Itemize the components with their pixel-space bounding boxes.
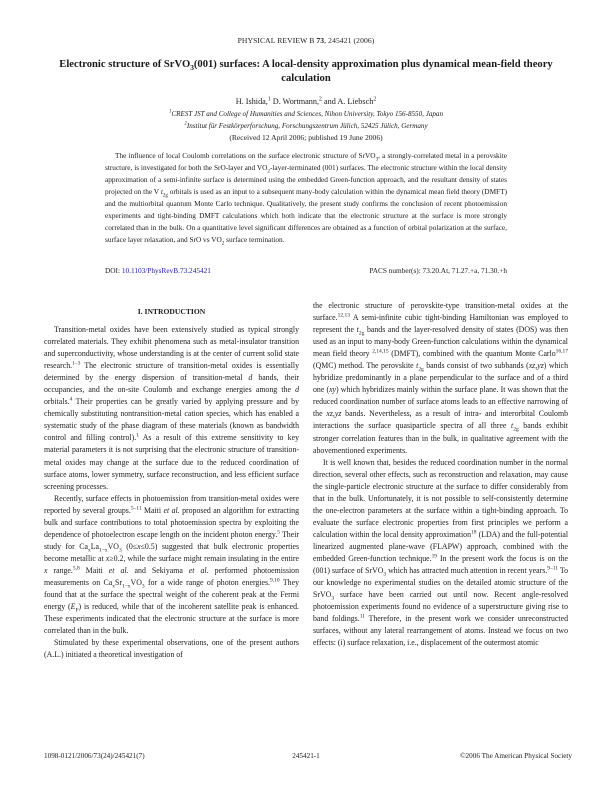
citation: 1–3: [72, 360, 81, 367]
text: bands. Nevertheless, as a result of intra- and interorbital Coulomb interactions the surface quasiparticle spectra of all three: [313, 409, 568, 431]
citation: 9–11: [547, 565, 558, 572]
citation: 5: [277, 529, 281, 536]
footer-issn: 1098-0121/2006/73(24)/245421(7): [44, 752, 145, 760]
italic-symbol: xz: [528, 361, 536, 371]
citation: 2,14,15: [372, 348, 389, 355]
title-text-continued: (001) surfaces: A local-density approximation plus dynamical mean-field theory calculation: [193, 59, 553, 84]
subscript: 2g: [162, 192, 168, 199]
doi-pacs-row: [105, 266, 507, 275]
article-number-year: , 245421 (2006): [324, 36, 375, 45]
citation: 12,13: [337, 312, 350, 319]
text: ) is reduced, while that of the incoherent satellite peak is enhanced. These experiments indicated that the electronic structure at the surface is more correlated than in the bulk.: [44, 602, 299, 636]
intro-paragraph-2: [44, 493, 299, 638]
abstract: [105, 150, 507, 246]
journal-name: PHYSICAL REVIEW B: [237, 36, 315, 45]
italic-symbol: d: [295, 385, 299, 395]
abstract-text: The influence of local Coulomb correlations on the surface electronic structure of SrVO: [115, 151, 376, 160]
text: bands exhibit stronger correlation features than in the bulk, in qualitative agreement with the abovementioned experiments.: [313, 421, 568, 455]
text: and Sekiyama: [128, 565, 189, 575]
author-affiliation-marker: 2: [319, 96, 322, 103]
text: Their properties can be greatly varied by applying pressure and by chemically substituting nontransition-metal cation species, which has enabled a systematic study of the phase diagram of these materials (known as bandwidth control and filling control).: [44, 397, 299, 443]
italic-text: et al.: [108, 565, 129, 575]
text: Maiti: [79, 565, 109, 575]
text: surface have been carried out until now. Recent angle-resolved photoemission experiments found no evidence of a superstructure giving rise to band foldings.: [313, 590, 568, 624]
italic-symbol: x: [105, 553, 110, 563]
text: Sr: [114, 577, 122, 587]
right-column: [313, 300, 568, 649]
text: Their study for Ca: [44, 529, 299, 551]
affiliation-number: 2: [184, 121, 187, 127]
abstract-text: -layer-terminated (001) surfaces. The electronic structure within the local density approximation of a semi-infinite surface is determined using the embedded Green-function approach, and the resultant density of states projected on the V: [105, 163, 507, 196]
text: Transition-metal oxides have been extensively studied as typical strongly correlated materials. They exhibit phenomena such as metal-insulator transition and superconductivity, whose understanding is at the center of current solid state research.: [44, 325, 299, 371]
italic-symbol: xz: [326, 409, 333, 419]
subscript: 2g: [358, 330, 365, 337]
text: Maiti: [141, 505, 164, 515]
text: In the present work the focus is on the (001) surface of SrVO: [313, 553, 568, 576]
received-dates: (Received 12 April 2006; published 19 June 2006): [229, 133, 383, 142]
doi-label: DOI:: [105, 266, 122, 275]
pacs-numbers: PACS number(s): 73.20.At, 71.27.+a, 71.30.+h: [369, 266, 507, 275]
text: To our knowledge no experimental studies on the detailed atomic structure of the SrVO: [313, 566, 568, 600]
affiliation-text: CREST JST and College of Humanities and Sciences, Nihon University, Tokyo 156-8550, Japan: [171, 110, 444, 118]
subscript: x: [112, 583, 115, 590]
text: (0≤: [121, 541, 138, 551]
citation: 11: [359, 613, 365, 620]
italic-symbol: x: [137, 541, 141, 551]
subscript: 3: [118, 547, 122, 554]
text: which has attracted much attention in recent years.: [386, 566, 548, 576]
text: ≤0.5) suggested that bulk electronic properties become metallic at: [44, 541, 300, 563]
italic-text: et al.: [163, 505, 180, 515]
paper-title: [40, 58, 572, 86]
doi-link[interactable]: 10.1103/PhysRevB.73.245421: [121, 266, 211, 275]
author: H. Ishida,: [235, 97, 268, 106]
italic-symbol: yz: [537, 361, 544, 371]
author: D. Wortmann,: [270, 97, 320, 106]
text: (LDA) and the full-potential linearized augmented plane-wave (FLAPW) approach, combined with the embedded Green-function technique.: [313, 529, 568, 563]
subscript: 3: [375, 156, 379, 163]
author-affiliation-marker: 2: [373, 96, 377, 103]
subscript: 2g: [418, 366, 424, 373]
subscript: 2: [267, 168, 270, 175]
text: the electronic structure of perovskite-type transition-metal oxides at the surface.: [313, 301, 568, 323]
subscript: 3: [383, 571, 387, 578]
abstract-text: orbitals is used as an input to a subsequent many-body calculation within the dynamical mean field theory (DMFT) and the multiorbital quantum Monte Carlo technique. Qualitatively, the present study confirms the conclusion of recent photoemission experiments and tight-binding DMFT calculations which both indicate that the electronic structure at the surface is more strongly correlated than in the bulk. On a quantitative level significant differences are obtained as a function of orbital polarization at the surface, surface layer relaxation, and SrO vs VO: [105, 187, 507, 244]
running-head: [0, 36, 612, 45]
italic-symbol: E: [70, 602, 76, 612]
text: VO: [130, 577, 142, 587]
text: ,: [332, 409, 335, 419]
subscript: 3: [141, 583, 145, 590]
affiliation-2: [0, 122, 612, 130]
text: ≥0.2, while the surface might remain insulating in the entire: [109, 553, 299, 563]
italic-symbol: x: [44, 565, 48, 575]
text: for a wide range of photon energies.: [144, 577, 271, 587]
abstract-text: , a strongly-correlated metal in a perovskite structure, is investigated for both the SrO-layer and VO: [105, 151, 508, 172]
citation: 18: [471, 529, 477, 536]
subscript: 2g: [513, 427, 519, 434]
left-column: [44, 324, 299, 661]
author-list: [0, 97, 612, 106]
title-text: Electronic structure of SrVO: [59, 59, 191, 70]
citation: 16,17: [555, 348, 568, 355]
italic-symbol: t: [356, 325, 359, 335]
italic-symbol: yz: [334, 409, 342, 419]
italic-symbol: xy: [329, 385, 337, 395]
text: It is well known that, besides the reduced coordination number in the normal direction, several other effects, such as reconstruction and relaxation, may cause the single-particle electronic structure at the surface to differ considerably from that in the bulk. Unfortunately, it is not possible to self-consistently determine the one-electron parameters at the surface within a tight-binding approach. To evaluate the surface electronic properties from first principles we perform a calculation within the local density approximation: [313, 457, 568, 539]
italic-symbol: t: [160, 187, 163, 196]
affiliation-1: [0, 110, 612, 118]
italic-symbol: t: [511, 421, 514, 431]
text: ,: [535, 361, 538, 371]
italic-symbol: t: [416, 361, 419, 371]
text: proposed an algorithm for extracting bulk and surface contributions to total photoemission spectra by exploiting the dependence of photoelectron escape length on the incident photon energy.: [44, 505, 300, 539]
abstract-text: surface termination.: [224, 235, 285, 244]
text: They found that at the surface the spectral weight of the coherent peak at the Fermi energy (: [44, 577, 299, 612]
text: bands, their occupancies, and the on-site Coulomb and exchange energies among the: [44, 373, 299, 395]
text: performed photoemission measurements on Ca: [44, 565, 300, 587]
subscript: 3: [331, 595, 335, 602]
text: (QMC) method. The perovskite: [313, 361, 417, 371]
subscript: 1−x: [121, 583, 131, 590]
section-heading-introduction: I. INTRODUCTION: [137, 307, 206, 316]
author: and A. Liebsch: [321, 97, 374, 106]
citation: 5,8: [72, 565, 80, 572]
italic-text: et al.: [188, 565, 209, 575]
footer-page-number: 245421-1: [292, 752, 320, 760]
italic-symbol: d: [248, 373, 253, 383]
title-subscript: 3: [190, 63, 194, 73]
citation: 4: [69, 396, 73, 403]
text: La: [90, 541, 100, 551]
citation: 19: [431, 553, 438, 560]
affiliation-text: Institut für Festkörperforschung, Forschungszentrum Jülich, 52425 Jülich, Germany: [186, 122, 428, 130]
text: orbitals.: [44, 397, 70, 407]
text: range.: [47, 565, 73, 575]
journal-volume: 73: [316, 36, 325, 45]
text: Recently, surface effects in photoemission from transition-metal oxides were reported by several groups.: [44, 493, 299, 515]
subscript: 2: [221, 240, 225, 247]
citation: 5–11: [130, 505, 142, 512]
citation: 1: [136, 432, 139, 439]
author-affiliation-marker: 1: [267, 96, 271, 103]
citation: 9,10: [270, 577, 280, 584]
intro-paragraph-3-continued: [313, 300, 568, 457]
text: bands and the layer-resolved density of states (DOS) was then used as an input to many-body Green-function calculations within the dynamical mean field theory: [313, 325, 568, 359]
subscript: x: [87, 547, 91, 554]
text: The electronic structure of transition-metal oxides is essentially determined by the energy dispersion of transition-metal: [44, 361, 299, 383]
text: ) which hybridize predominantly in a plane perpendicular to the surface and of a third one (: [313, 361, 568, 395]
text: (DMFT), combined with the quantum Monte Carlo: [388, 349, 556, 359]
text: As a result of this extreme sensitivity to key material parameters it is not surprising that the electronic structure of transition-metal oxides may change at the surface due to the reduced coordination of surface atoms, lower symmetry, surface reconstruction, and less efficient surface screening processes.: [44, 433, 300, 491]
affiliation-number: 1: [168, 109, 172, 115]
text: ) which hybridizes mainly within the surface plane. It was shown that the reduced coordination number of surface atoms leads to an effective narrowing of the: [313, 385, 568, 419]
intro-paragraph-4: [313, 457, 568, 650]
footer-copyright: ©2006 The American Physical Society: [460, 752, 572, 760]
text: A semi-infinite cubic tight-binding Hamiltonian was employed to represent the: [313, 313, 568, 335]
text: Therefore, in the present work we consider unreconstructed surfaces, without any lateral rearrangement of atoms. Instead we focus on two effects: (i) surface relaxation, i.e., displacement of the outermost atomic: [313, 614, 569, 648]
intro-paragraph-1: [44, 324, 299, 493]
subscript: F: [75, 607, 79, 614]
text: VO: [107, 541, 119, 551]
intro-paragraph-3: Stimulated by these experimental observations, one of the present authors (A.L.) initiated a theoretical investigation of: [44, 638, 299, 660]
subscript: 1−x: [99, 547, 108, 554]
text: bands consist of two subbands (: [423, 361, 529, 371]
